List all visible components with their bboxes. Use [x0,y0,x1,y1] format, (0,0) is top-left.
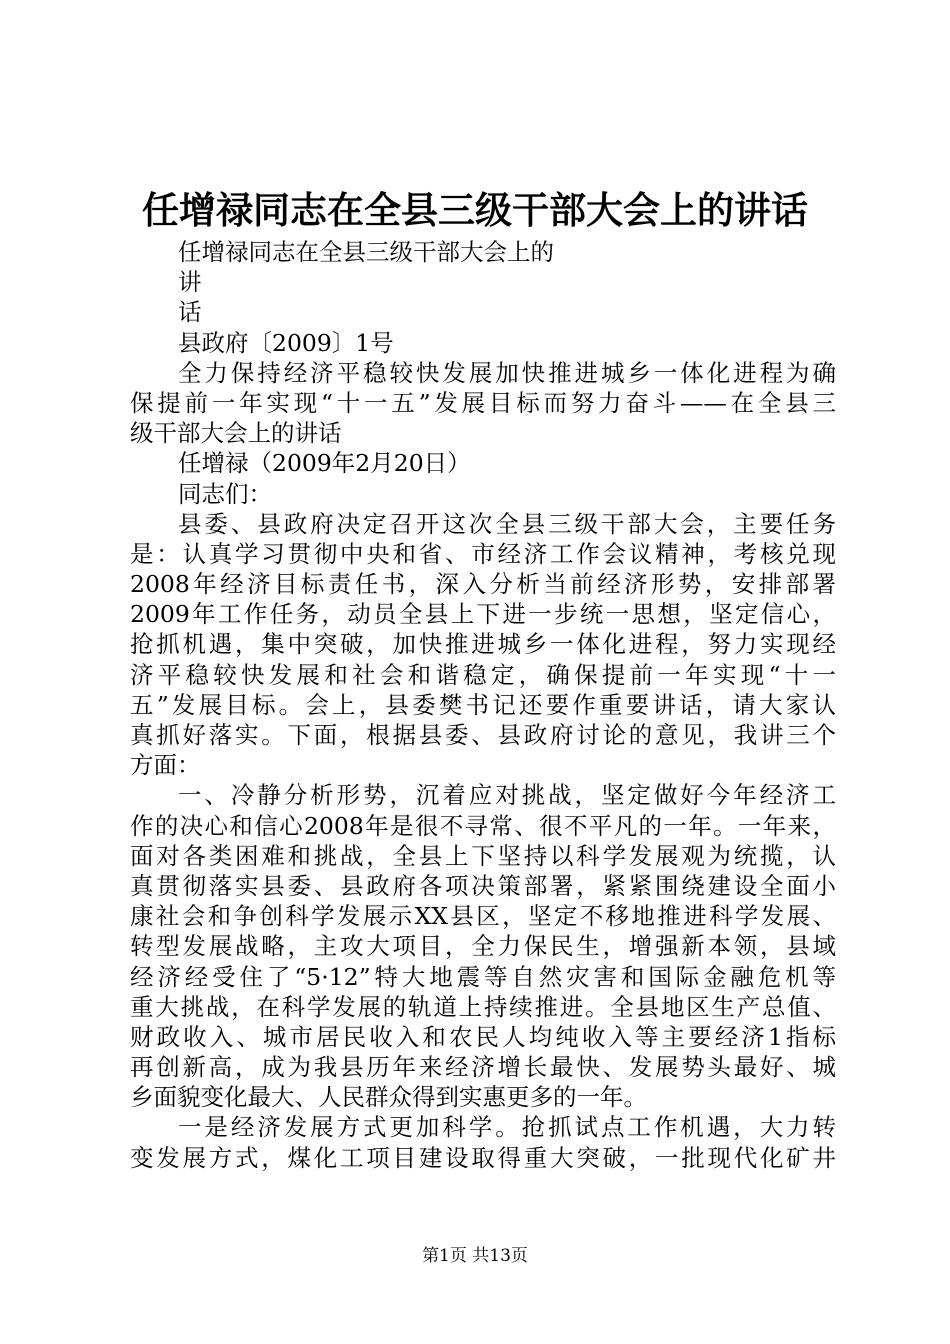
body-line: 重大挑战，在科学发展的轨道上持续推进。全县地区生产总值、 [130,992,836,1021]
body-line: 2008年经济目标责任书，深入分析当前经济形势，安排部署 [130,570,836,599]
body-line: 任增禄同志在全县三级干部大会上的 [178,238,554,266]
body-line: 保提前一年实现“十一五”发展目标而努力奋斗——在全县三 [130,388,836,417]
body-line: 面对各类困难和挑战，全县上下坚持以科学发展观为统揽，认 [130,841,836,870]
body-line: 五”发展目标。会上，县委樊书记还要作重要讲话，请大家认 [130,690,836,719]
body-line: 同志们： [178,479,272,508]
body-line: 真贯彻落实县委、县政府各项决策部署，紧紧围绕建设全面小 [130,871,836,900]
body-line: 真抓好落实。下面，根据县委、县政府讨论的意见，我讲三个 [130,721,836,749]
body-line: 是：认真学习贯彻中央和省、市经济工作会议精神，考核兑现 [130,539,836,568]
body-line: 康社会和争创科学发展示XX县区，坚定不移地推进科学发展、 [130,902,836,931]
body-line: 级干部大会上的讲话 [130,419,342,448]
body-line: 经济经受住了“5·12”特大地震等自然灾害和国际金融危机等 [130,962,836,991]
body-line: 方面： [130,751,201,780]
page-footer: 第1页 共13页 [422,1246,528,1266]
body-line: 县政府〔2009〕1号 [178,328,394,357]
document-title: 任增禄同志在全县三级干部大会上的讲话 [142,188,808,232]
body-line: 一是经济发展方式更加科学。抢抓试点工作机遇，大力转 [178,1113,836,1142]
body-line: 抢抓机遇，集中突破，加快推进城乡一体化进程，努力实现经 [130,630,836,659]
body-line: 再创新高，成为我县历年来经济增长最快、发展势头最好、城 [130,1053,836,1082]
body-line: 任增禄（2009年2月20日） [178,449,471,478]
document-body [130,237,836,1173]
body-line: 转型发展战略，主攻大项目，全力保民生，增强新本领，县域 [130,932,836,961]
body-line: 作的决心和信心2008年是很不寻常、很不平凡的一年。一年来， [130,811,836,840]
body-line: 一、冷静分析形势，沉着应对挑战，坚定做好今年经济工 [178,781,836,810]
body-line: 乡面貌变化最大、人民群众得到实惠更多的一年。 [130,1083,647,1112]
body-line: 话 [178,298,202,327]
body-line: 全力保持经济平稳较快发展加快推进城乡一体化进程为确 [178,358,836,387]
body-line: 济平稳较快发展和社会和谐稳定，确保提前一年实现“十一 [130,660,836,689]
body-line: 财政收入、城市居民收入和农民人均纯收入等主要经济1指标 [130,1022,836,1051]
body-line: 2009年工作任务，动员全县上下进一步统一思想，坚定信心， [130,600,836,629]
body-line: 变发展方式，煤化工项目建设取得重大突破，一批现代化矿井 [130,1143,836,1172]
body-line: 县委、县政府决定召开这次全县三级干部大会，主要任务 [178,509,836,538]
body-line: 讲 [178,268,202,297]
